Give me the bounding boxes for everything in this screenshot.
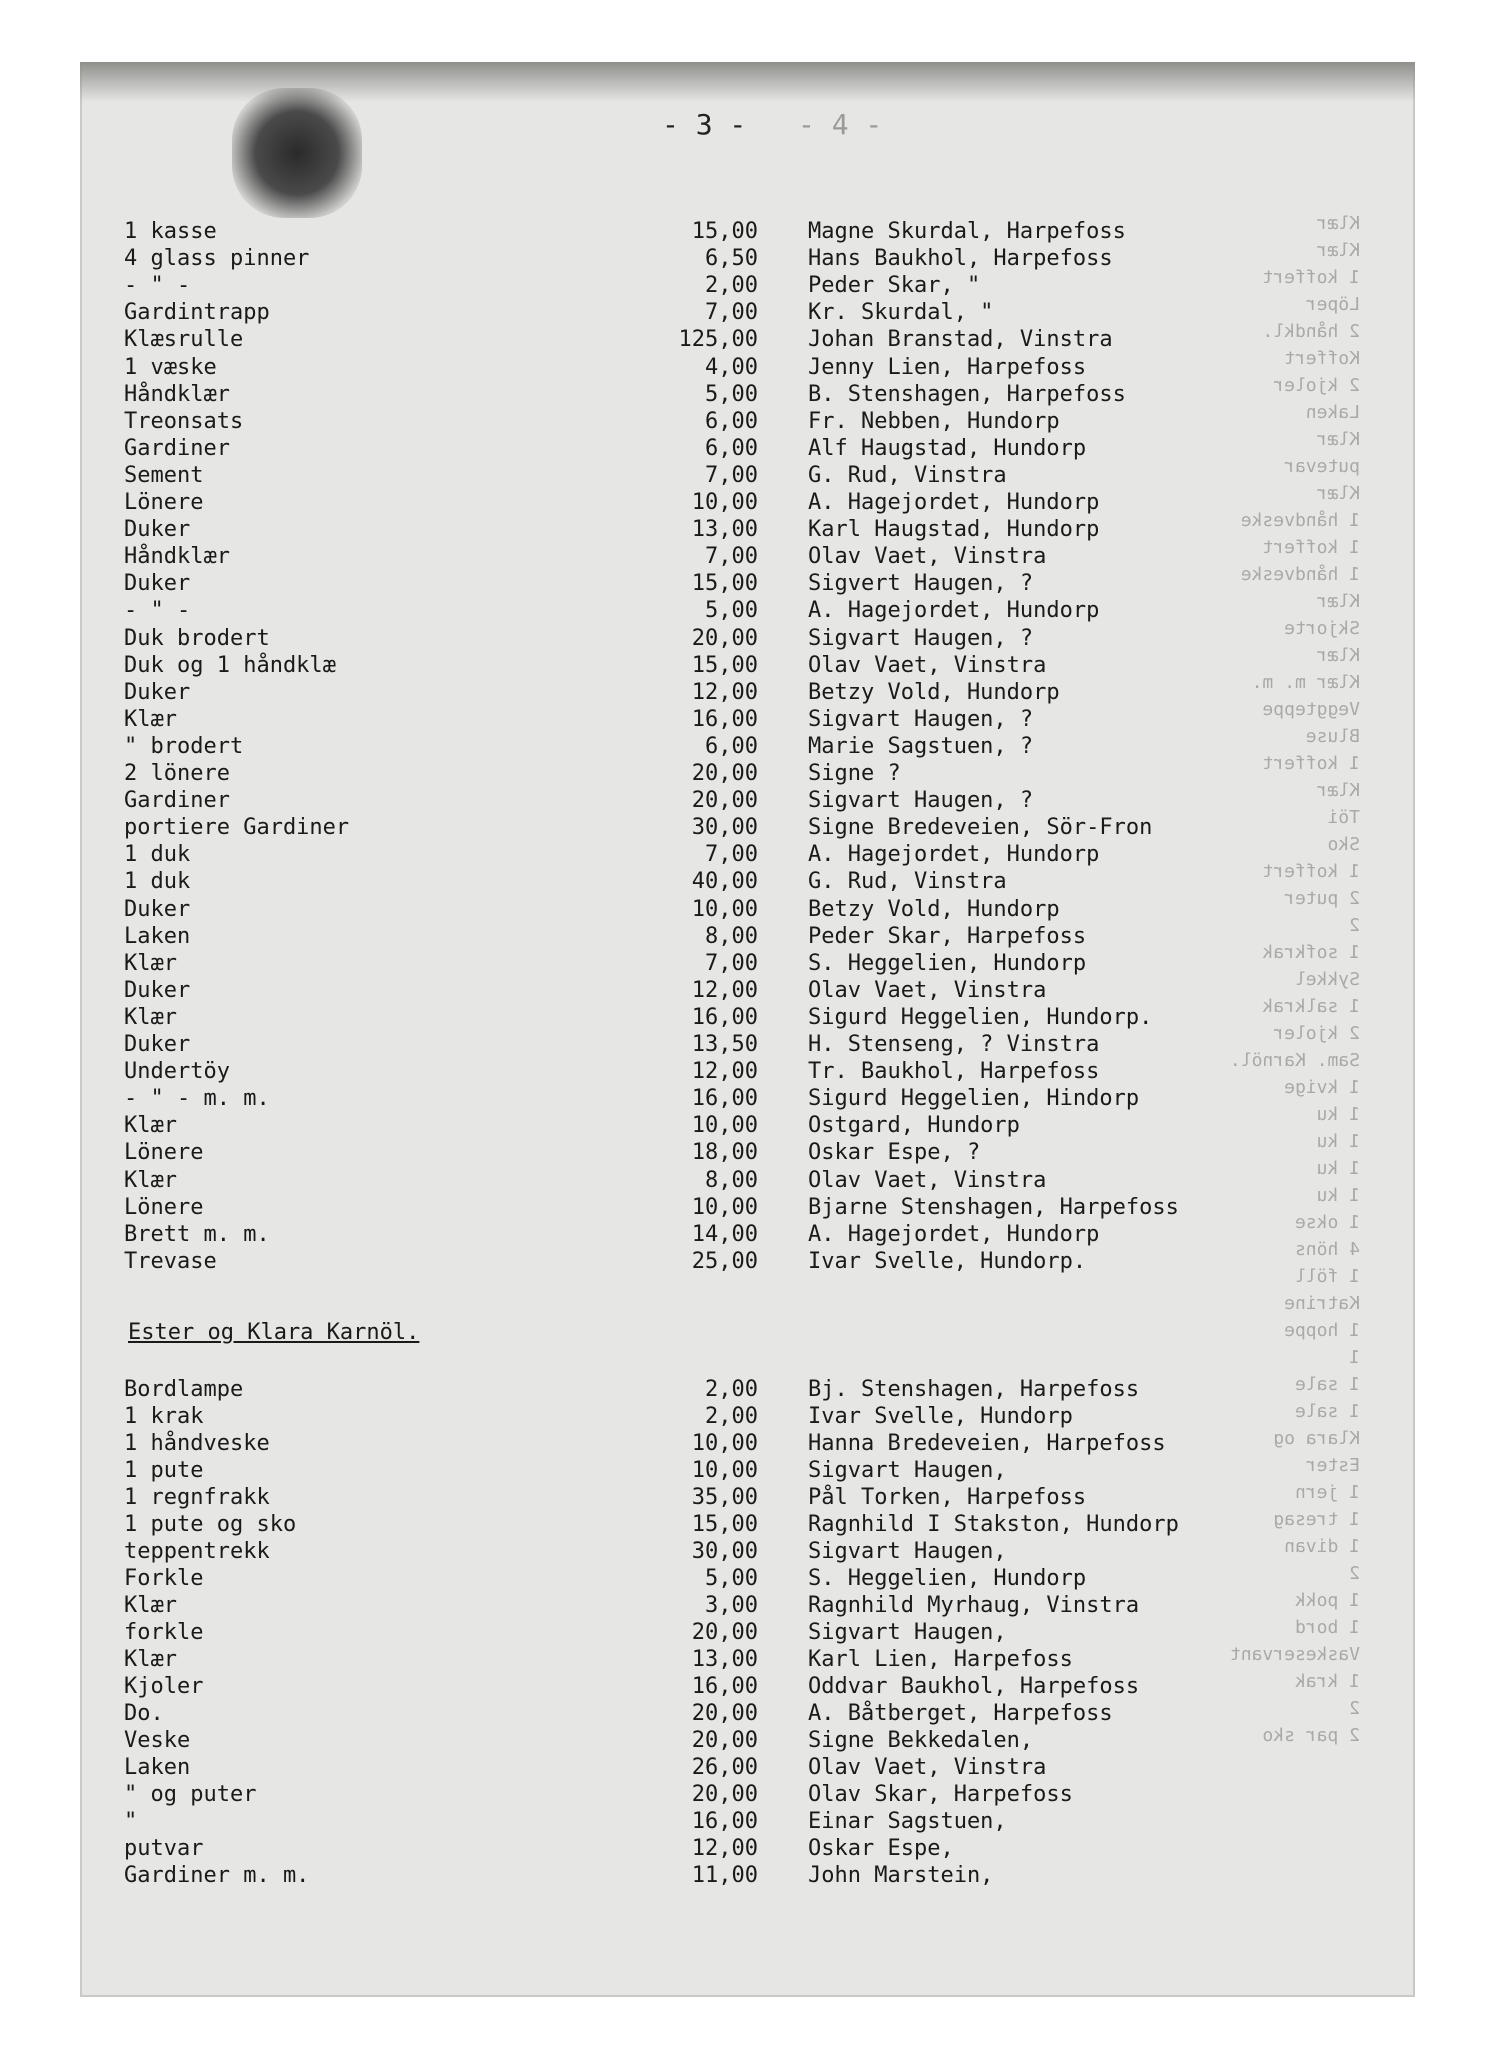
list-item — [0, 326, 1498, 353]
item-name: A. Hagejordet, Hundorp — [808, 598, 1100, 624]
list-item — [0, 1139, 1498, 1166]
ghost-line: Klær — [1316, 213, 1360, 234]
item-amount: 12,00 — [691, 679, 758, 705]
item-item: Håndklær — [124, 381, 230, 407]
item-amount: 30,00 — [691, 1539, 758, 1564]
ghost-line: Veggteppe — [1262, 699, 1360, 720]
item-name: Betzy Vold, Hundorp — [808, 896, 1060, 922]
ghost-line: 1 ku — [1316, 1131, 1360, 1152]
item-item: 1 væske — [124, 354, 217, 380]
item-name: S. Heggelien, Hundorp — [808, 950, 1087, 976]
list-item — [0, 1058, 1498, 1085]
ghost-line: 2 kjoler — [1273, 1023, 1360, 1044]
item-amount: 10,00 — [691, 1194, 758, 1220]
item-amount: 18,00 — [691, 1140, 758, 1166]
list-item — [0, 1727, 1498, 1754]
item-item: 4 glass pinner — [124, 246, 310, 272]
list-item — [0, 923, 1498, 950]
list-item — [0, 814, 1498, 841]
item-item: Duker — [124, 517, 191, 543]
list-item — [0, 1085, 1498, 1112]
item-amount: 2,00 — [705, 1404, 758, 1429]
item-name: Ivar Svelle, Hundorp — [808, 1404, 1073, 1429]
item-item: " — [124, 1809, 138, 1834]
item-name: Signe Bredeveien, Sör-Fron — [808, 815, 1153, 841]
list-item — [0, 841, 1498, 868]
item-item: Klæsrulle — [124, 327, 244, 353]
item-amount: 12,00 — [691, 1059, 758, 1085]
item-item: Gardiner m. m. — [124, 1863, 310, 1888]
item-item: Forkle — [124, 1566, 204, 1591]
item-item: " og puter — [124, 1782, 257, 1807]
list-item — [0, 597, 1498, 624]
ghost-line: 2 håndkl. — [1262, 321, 1360, 342]
item-item: Duker — [124, 896, 191, 922]
list-item — [0, 1673, 1498, 1700]
item-name: Peder Skar, Harpefoss — [808, 923, 1087, 949]
list-item — [0, 1194, 1498, 1221]
item-amount: 5,00 — [705, 598, 758, 624]
item-amount: 13,00 — [691, 517, 758, 543]
item-amount: 3,00 — [705, 1593, 758, 1618]
list-item — [0, 1538, 1498, 1565]
item-name: Oskar Espe, ? — [808, 1140, 981, 1166]
ghost-line: 1 sale — [1294, 1401, 1360, 1422]
list-item — [0, 299, 1498, 326]
item-name: H. Stenseng, ? Vinstra — [808, 1032, 1100, 1057]
item-item: 1 pute og sko — [124, 1512, 297, 1537]
list-item — [0, 462, 1498, 489]
item-name: John Marstein, — [808, 1863, 994, 1888]
item-name: Sigvart Haugen, ? — [808, 788, 1034, 814]
ghost-line: 1 jern — [1294, 1482, 1360, 1503]
item-item: Klær — [124, 1004, 177, 1030]
ghost-line: 1 sofkrak — [1262, 942, 1360, 963]
list-item — [0, 245, 1498, 272]
item-amount: 14,00 — [691, 1221, 758, 1247]
item-amount: 16,00 — [691, 1674, 758, 1699]
ghost-line: Klær — [1316, 645, 1360, 666]
item-name: Johan Branstad, Vinstra — [808, 327, 1113, 353]
ghost-line: Bluse — [1305, 726, 1360, 747]
item-item: Klær — [124, 950, 177, 976]
item-name: Sigvert Haugen, ? — [808, 571, 1034, 597]
item-amount: 15,00 — [691, 652, 758, 678]
list-item — [0, 218, 1498, 245]
list-item — [0, 950, 1498, 977]
item-amount: 7,00 — [705, 300, 758, 326]
ghost-line: 1 okse — [1294, 1212, 1360, 1233]
ghost-line: 1 koffert — [1262, 537, 1360, 558]
list-item — [0, 1592, 1498, 1619]
ghost-line: Sykkel — [1294, 969, 1360, 990]
list-item — [0, 1700, 1498, 1727]
item-name: Bj. Stenshagen, Harpefoss — [808, 1377, 1140, 1402]
item-amount: 2,00 — [705, 1377, 758, 1402]
ghost-line: 1 pokk — [1294, 1590, 1360, 1611]
ghost-line: 4 höns — [1294, 1239, 1360, 1260]
item-amount: 10,00 — [691, 1113, 758, 1139]
list-item — [0, 1781, 1498, 1808]
item-name: A. Hagejordet, Hundorp — [808, 1221, 1100, 1247]
list-item — [0, 1031, 1498, 1058]
item-item: 1 håndveske — [124, 1431, 270, 1456]
ghost-line: 2 kjoler — [1273, 375, 1360, 396]
item-item: 1 kasse — [124, 219, 217, 244]
item-amount: 16,00 — [691, 1809, 758, 1834]
item-name: Sigvart Haugen, ? — [808, 625, 1034, 651]
ghost-line: 1 föll — [1294, 1266, 1360, 1287]
item-amount: 11,00 — [691, 1863, 758, 1888]
item-name: Tr. Baukhol, Harpefoss — [808, 1059, 1100, 1085]
item-amount: 35,00 — [691, 1485, 758, 1510]
ghost-line: Klær — [1316, 483, 1360, 504]
ghost-line: 1 kvige — [1284, 1077, 1360, 1098]
item-name: Alf Haugstad, Hundorp — [808, 435, 1087, 461]
ghost-line: 1 koffert — [1262, 861, 1360, 882]
item-item: Klær — [124, 1113, 177, 1139]
item-amount: 5,00 — [705, 1566, 758, 1591]
item-name: Olav Vaet, Vinstra — [808, 1167, 1047, 1193]
item-name: Olav Vaet, Vinstra — [808, 652, 1047, 678]
item-name: Sigvart Haugen, — [808, 1539, 1007, 1564]
item-item: Håndklær — [124, 544, 230, 570]
ghost-line: 2 puter — [1284, 888, 1360, 909]
list-item — [0, 652, 1498, 679]
item-item: forkle — [124, 1620, 204, 1645]
item-name: Betzy Vold, Hundorp — [808, 679, 1060, 705]
list-item — [0, 1430, 1498, 1457]
item-item: Klær — [124, 1593, 177, 1618]
ghost-line: Skjorte — [1284, 618, 1360, 639]
item-item: Sement — [124, 462, 204, 488]
item-item: 1 duk — [124, 869, 191, 895]
item-amount: 12,00 — [691, 1836, 758, 1861]
item-amount: 16,00 — [691, 1004, 758, 1030]
item-item: Lönere — [124, 490, 204, 515]
item-amount: 7,00 — [705, 950, 758, 976]
item-name: Jenny Lien, Harpefoss — [808, 354, 1087, 380]
ghost-line: 1 tresag — [1273, 1509, 1360, 1530]
item-name: Sigvart Haugen, — [808, 1620, 1007, 1645]
item-amount: 20,00 — [691, 788, 758, 814]
list-item — [0, 760, 1498, 787]
ghost-page-number: - 4 - — [798, 108, 883, 141]
item-name: Pål Torken, Harpefoss — [808, 1485, 1087, 1510]
item-item: teppentrekk — [124, 1539, 270, 1564]
item-amount: 10,00 — [691, 896, 758, 922]
item-amount: 15,00 — [691, 219, 758, 244]
item-amount: 10,00 — [691, 490, 758, 515]
ghost-line: 1 ku — [1316, 1104, 1360, 1125]
item-name: Einar Sagstuen, — [808, 1809, 1007, 1834]
item-amount: 7,00 — [705, 544, 758, 570]
item-name: Peder Skar, " — [808, 273, 981, 299]
list-item — [0, 1004, 1498, 1031]
list-item — [0, 1457, 1498, 1484]
ghost-line: Sam. Karnöl. — [1229, 1050, 1360, 1071]
list-item — [0, 354, 1498, 381]
list-item — [0, 435, 1498, 462]
list-item — [0, 1835, 1498, 1862]
ghost-line: 2 — [1349, 1698, 1360, 1719]
item-name: Sigvart Haugen, — [808, 1458, 1007, 1483]
item-amount: 6,00 — [705, 408, 758, 434]
item-item: Lönere — [124, 1140, 204, 1166]
list-item — [0, 625, 1498, 652]
item-name: Ivar Svelle, Hundorp. — [808, 1248, 1087, 1274]
item-item: Duk brodert — [124, 625, 270, 651]
list-item — [0, 1221, 1498, 1248]
item-amount: 125,00 — [678, 327, 758, 353]
item-item: " brodert — [124, 733, 244, 759]
ghost-line: 1 håndveske — [1240, 564, 1360, 585]
item-name: A. Båtberget, Harpefoss — [808, 1701, 1113, 1726]
ghost-line: 1 hoppe — [1284, 1320, 1360, 1341]
item-name: A. Hagejordet, Hundorp — [808, 842, 1100, 868]
item-amount: 20,00 — [691, 761, 758, 786]
paperclip-mark — [232, 88, 362, 218]
item-item: Laken — [124, 923, 191, 949]
ghost-line: Klær — [1316, 429, 1360, 450]
item-item: 1 krak — [124, 1404, 204, 1429]
item-name: Olav Vaet, Vinstra — [808, 1755, 1047, 1780]
item-amount: 6,00 — [705, 733, 758, 759]
item-item: Duker — [124, 571, 191, 597]
list-item — [0, 516, 1498, 543]
list-item — [0, 1646, 1498, 1673]
item-item: Undertöy — [124, 1059, 230, 1085]
item-item: portiere Gardiner — [124, 815, 350, 841]
item-amount: 6,50 — [705, 246, 758, 272]
item-amount: 20,00 — [691, 1620, 758, 1645]
item-name: Bjarne Stenshagen, Harpefoss — [808, 1194, 1179, 1220]
list-item — [0, 1248, 1498, 1275]
item-item: Trevase — [124, 1248, 217, 1274]
item-name: Sigurd Heggelien, Hundorp. — [808, 1004, 1153, 1030]
ghost-line: Klara og Ester — [1273, 1428, 1360, 1476]
list-item — [0, 1565, 1498, 1592]
ghost-line: 2 par sko — [1262, 1725, 1360, 1746]
item-amount: 16,00 — [691, 1086, 758, 1112]
item-amount: 10,00 — [691, 1458, 758, 1483]
item-item: Laken — [124, 1755, 191, 1780]
item-amount: 20,00 — [691, 1728, 758, 1753]
list-item — [0, 1112, 1498, 1139]
item-name: Sigvart Haugen, ? — [808, 706, 1034, 732]
ghost-line: Klær — [1316, 240, 1360, 261]
item-item: Duker — [124, 1032, 191, 1057]
item-item: 1 regnfrakk — [124, 1485, 270, 1510]
item-name: Karl Haugstad, Hundorp — [808, 517, 1100, 543]
ghost-line: Sko — [1327, 834, 1360, 855]
ghost-line: 1 krak — [1294, 1671, 1360, 1692]
item-name: Hanna Bredeveien, Harpefoss — [808, 1431, 1166, 1456]
item-amount: 40,00 — [691, 869, 758, 895]
item-amount: 15,00 — [691, 1512, 758, 1537]
ghost-line: 1 håndveske — [1240, 510, 1360, 531]
ghost-line: Katrine — [1284, 1293, 1360, 1314]
ghost-line: Vaskeservant — [1229, 1644, 1360, 1665]
item-amount: 5,00 — [705, 381, 758, 407]
item-item: putvar — [124, 1836, 204, 1861]
list-item — [0, 787, 1498, 814]
item-name: Signe ? — [808, 761, 901, 786]
list-item — [0, 489, 1498, 516]
ghost-line: 1 koffert — [1262, 267, 1360, 288]
list-item — [0, 868, 1498, 895]
item-item: Klær — [124, 1647, 177, 1672]
item-amount: 20,00 — [691, 1701, 758, 1726]
item-item: - " - m. m. — [124, 1086, 270, 1112]
list-item — [0, 381, 1498, 408]
ghost-line: 1 — [1349, 1347, 1360, 1368]
list-item — [0, 1376, 1498, 1403]
item-name: Olav Vaet, Vinstra — [808, 544, 1047, 570]
item-item: 1 pute — [124, 1458, 204, 1483]
item-name: G. Rud, Vinstra — [808, 462, 1007, 488]
item-name: Olav Vaet, Vinstra — [808, 977, 1047, 1003]
item-amount: 7,00 — [705, 462, 758, 488]
item-amount: 16,00 — [691, 706, 758, 732]
ghost-line: 1 ku — [1316, 1158, 1360, 1179]
list-item — [0, 543, 1498, 570]
list-item — [0, 733, 1498, 760]
item-item: - " - — [124, 598, 191, 624]
item-item: Klær — [124, 706, 177, 732]
list-item — [0, 977, 1498, 1004]
item-item: Veske — [124, 1728, 191, 1753]
list-item — [0, 1754, 1498, 1781]
list-item — [0, 706, 1498, 733]
list-item — [0, 1808, 1498, 1835]
item-name: S. Heggelien, Hundorp — [808, 1566, 1087, 1591]
item-amount: 13,00 — [691, 1647, 758, 1672]
list-item — [0, 1484, 1498, 1511]
item-name: G. Rud, Vinstra — [808, 869, 1007, 895]
list-item — [0, 1619, 1498, 1646]
item-amount: 25,00 — [691, 1248, 758, 1274]
list-item — [0, 570, 1498, 597]
list-item — [0, 1511, 1498, 1538]
item-name: Marie Sagstuen, ? — [808, 733, 1034, 759]
ghost-line: Laken — [1305, 402, 1360, 423]
item-item: - " - — [124, 273, 191, 299]
list-item — [0, 272, 1498, 299]
item-name: Fr. Nebben, Hundorp — [808, 408, 1060, 434]
ghost-line: putevar — [1284, 456, 1360, 477]
item-amount: 15,00 — [691, 571, 758, 597]
item-amount: 10,00 — [691, 1431, 758, 1456]
item-item: Kjoler — [124, 1674, 204, 1699]
item-amount: 12,00 — [691, 977, 758, 1003]
list-item — [0, 408, 1498, 435]
item-amount: 8,00 — [705, 923, 758, 949]
ghost-line: Klær — [1316, 780, 1360, 801]
item-name: Oddvar Baukhol, Harpefoss — [808, 1674, 1140, 1699]
ghost-line: 2 — [1349, 915, 1360, 936]
item-name: Sigurd Heggelien, Hindorp — [808, 1086, 1140, 1112]
item-amount: 4,00 — [705, 354, 758, 380]
section-heading: Ester og Klara Karnöl. — [128, 1320, 420, 1345]
ghost-line: 1 ku — [1316, 1185, 1360, 1206]
ghost-line: 2 — [1349, 1563, 1360, 1584]
item-item: Duker — [124, 679, 191, 705]
item-item: 1 duk — [124, 842, 191, 868]
list-item — [0, 679, 1498, 706]
page-number: - 3 - — [662, 108, 747, 141]
item-name: B. Stenshagen, Harpefoss — [808, 381, 1126, 407]
item-item: Treonsats — [124, 408, 244, 434]
item-amount: 13,50 — [691, 1032, 758, 1057]
item-item: Brett m. m. — [124, 1221, 270, 1247]
ghost-line: Koffert — [1284, 348, 1360, 369]
item-name: Magne Skurdal, Harpefoss — [808, 219, 1126, 244]
item-name: Oskar Espe, — [808, 1836, 954, 1861]
item-name: Ostgard, Hundorp — [808, 1113, 1020, 1139]
ghost-line: 1 salkrak — [1262, 996, 1360, 1017]
ghost-line: Klær m. m. — [1251, 672, 1360, 693]
ghost-line: 1 sale — [1294, 1374, 1360, 1395]
item-item: Lönere — [124, 1194, 204, 1220]
item-name: Signe Bekkedalen, — [808, 1728, 1034, 1753]
item-amount: 8,00 — [705, 1167, 758, 1193]
item-name: Karl Lien, Harpefoss — [808, 1647, 1073, 1672]
item-amount: 7,00 — [705, 842, 758, 868]
item-amount: 20,00 — [691, 1782, 758, 1807]
item-item: Bordlampe — [124, 1377, 244, 1402]
item-amount: 20,00 — [691, 625, 758, 651]
item-item: Gardintrapp — [124, 300, 270, 326]
item-name: Ragnhild I Stakston, Hundorp — [808, 1512, 1179, 1537]
list-item — [0, 896, 1498, 923]
ghost-line: 1 bord — [1294, 1617, 1360, 1638]
ghost-line: 1 koffert — [1262, 753, 1360, 774]
list-item — [0, 1167, 1498, 1194]
ghost-line: Löper — [1305, 294, 1360, 315]
item-name: Kr. Skurdal, " — [808, 300, 994, 326]
item-name: Ragnhild Myrhaug, Vinstra — [808, 1593, 1140, 1618]
item-amount: 26,00 — [691, 1755, 758, 1780]
item-item: Gardiner — [124, 435, 230, 461]
item-item: Gardiner — [124, 788, 230, 814]
item-item: Klær — [124, 1167, 177, 1193]
item-item: 2 lönere — [124, 761, 230, 786]
item-amount: 2,00 — [705, 273, 758, 299]
item-name: A. Hagejordet, Hundorp — [808, 490, 1100, 515]
item-item: Duk og 1 håndklæ — [124, 652, 336, 678]
ghost-line: 1 divan — [1284, 1536, 1360, 1557]
ghost-line: Klær — [1316, 591, 1360, 612]
item-name: Hans Baukhol, Harpefoss — [808, 246, 1113, 272]
item-item: Do. — [124, 1701, 164, 1726]
item-amount: 6,00 — [705, 435, 758, 461]
ghost-line: Töi — [1327, 807, 1360, 828]
item-amount: 30,00 — [691, 815, 758, 841]
item-item: Duker — [124, 977, 191, 1003]
list-item — [0, 1862, 1498, 1889]
item-name: Olav Skar, Harpefoss — [808, 1782, 1073, 1807]
list-item — [0, 1403, 1498, 1430]
